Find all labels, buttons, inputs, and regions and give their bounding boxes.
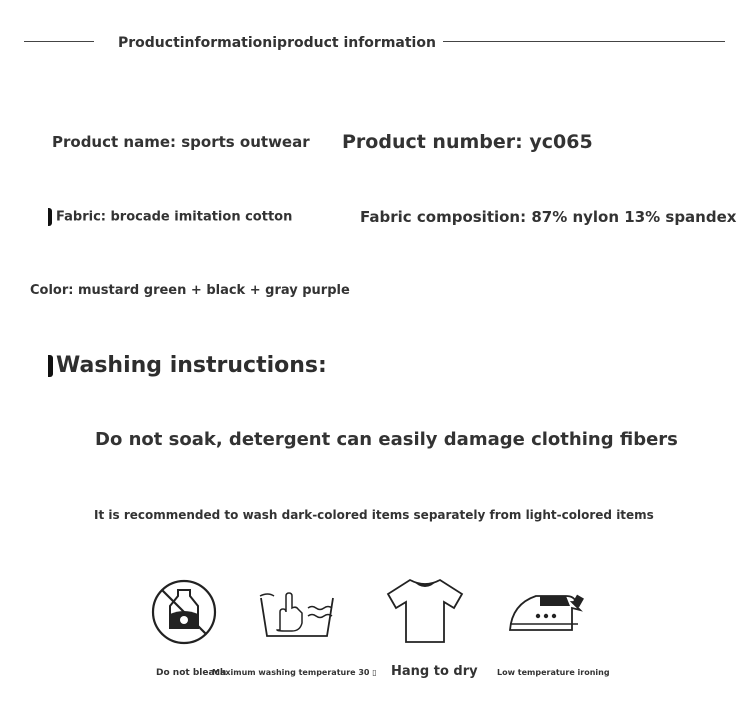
section-title: Productinformationiproduct information <box>118 35 436 51</box>
product-name: Product name: sports outwear <box>52 133 310 151</box>
fabric-row <box>48 208 292 226</box>
fabric-marker <box>48 208 52 226</box>
washing-heading <box>48 353 327 378</box>
product-number: Product number: yc065 <box>342 131 593 153</box>
header-rule-right <box>443 41 725 42</box>
no-bleach-icon <box>148 576 220 648</box>
header-rule-left <box>24 41 94 42</box>
caption-low-iron: Low temperature ironing <box>497 668 610 677</box>
washing-note-soak: Do not soak, detergent can easily damage clothing fibers <box>95 429 678 450</box>
caption-no-bleach: Do not bleach <box>156 668 227 678</box>
washing-title: Washing instructions: <box>56 353 327 378</box>
washing-note-separate: It is recommended to wash dark-colored items separately from light-colored items <box>94 508 654 522</box>
fabric-text: Fabric: brocade imitation cotton <box>56 209 293 225</box>
fabric-composition: Fabric composition: 87% nylon 13% spandex <box>360 208 737 226</box>
hang-dry-icon <box>384 576 466 646</box>
wash-30-icon <box>256 580 346 642</box>
low-iron-icon <box>506 586 590 636</box>
caption-wash-30: Maximum washing temperature 30 ▯ <box>212 668 377 677</box>
color-info: Color: mustard green + black + gray purple <box>30 283 350 298</box>
washing-marker <box>48 355 53 377</box>
caption-hang-dry: Hang to dry <box>391 664 478 679</box>
